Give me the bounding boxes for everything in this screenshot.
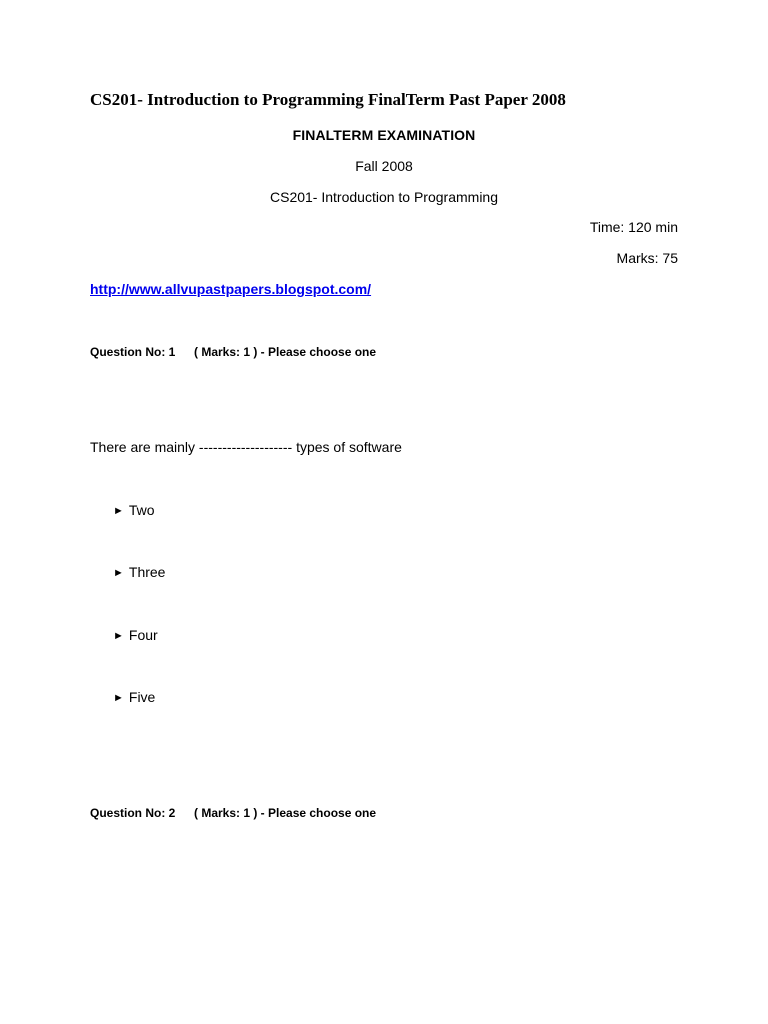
- question-1-option-four[interactable]: [113, 626, 158, 645]
- question-2-header: [90, 805, 376, 821]
- question-1-marks: ( Marks: 1 ) - Please choose one: [194, 345, 377, 359]
- exam-course: CS201- Introduction to Programming: [270, 189, 498, 205]
- arrow-right-icon: ►: [113, 630, 124, 642]
- option-label: Three: [128, 564, 166, 580]
- arrow-right-icon: ►: [113, 505, 124, 517]
- question-2-marks: ( Marks: 1 ) - Please choose one: [194, 806, 377, 820]
- arrow-right-icon: ►: [113, 567, 124, 579]
- question-1-header: [90, 344, 376, 360]
- question-1-number: Question No: 1: [90, 345, 176, 359]
- option-label: Two: [128, 502, 155, 518]
- website-link[interactable]: http://www.allvupastpapers.blogspot.com/: [90, 281, 372, 297]
- question-1-text: There are mainly -------------------- types of software: [90, 439, 402, 455]
- option-label: Five: [128, 689, 156, 705]
- exam-time: Time: 120 min: [589, 219, 678, 235]
- question-1-option-three[interactable]: [113, 563, 165, 582]
- exam-marks: Marks: 75: [616, 250, 678, 266]
- question-1-option-two[interactable]: [113, 501, 155, 520]
- option-label: Four: [128, 627, 158, 643]
- document-title: CS201- Introduction to Programming FinalTerm Past Paper 2008: [90, 90, 566, 109]
- arrow-right-icon: ►: [113, 692, 124, 704]
- exam-heading: FINALTERM EXAMINATION: [292, 127, 476, 143]
- question-2-number: Question No: 2: [90, 806, 176, 820]
- question-1-option-five[interactable]: [113, 688, 155, 707]
- exam-term: Fall 2008: [355, 158, 413, 174]
